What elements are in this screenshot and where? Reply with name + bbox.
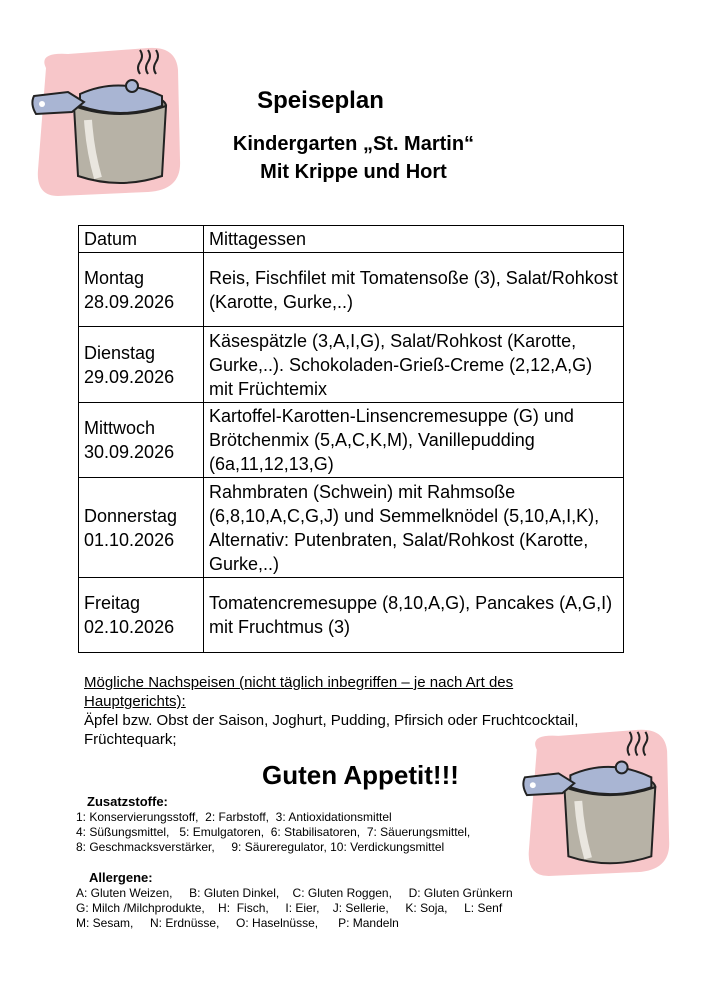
meal-cell: Reis, Fischfilet mit Tomatensoße (3), Salat/Rohkost (Karotte, Gurke,..) xyxy=(204,253,624,327)
desserts-section xyxy=(84,673,584,749)
table-row xyxy=(79,253,624,327)
day-date: 28.09.2026 xyxy=(84,291,175,312)
day-date: 02.10.2026 xyxy=(84,617,175,637)
additives-line: 4: Süßungsmittel, 5: Emulgatoren, 6: Stabilisatoren, 7: Säuerungsmittel, xyxy=(76,825,471,839)
day-cell xyxy=(79,578,204,653)
meal-cell: Tomatencremesuppe (8,10,A,G), Pancakes (A,G,I) mit Fruchtmus (3) xyxy=(204,578,624,653)
desserts-heading: Mögliche Nachspeisen (nicht täglich inbegriffen – je nach Art des Hauptgerichts): xyxy=(84,674,514,710)
page-title: Speiseplan xyxy=(257,87,384,114)
day-date: 29.09.2026 xyxy=(84,366,175,387)
allergens-line: A: Gluten Weizen, B: Gluten Dinkel, C: Gluten Roggen, D: Gluten Grünkern xyxy=(76,886,513,900)
meal-cell: Käsespätzle (3,A,I,G), Salat/Rohkost (Karotte, Gurke,..). Schokoladen-Grieß-Creme (2,12,A,G) mit Früchtemix xyxy=(204,327,624,403)
day-name: Donnerstag xyxy=(84,505,178,526)
day-cell xyxy=(79,478,204,578)
cooking-pot-clipart-bottom xyxy=(518,722,678,880)
table-row xyxy=(79,327,624,403)
allergens-line: M: Sesam, N: Erdnüsse, O: Haselnüsse, P: Mandeln xyxy=(76,916,399,930)
day-name: Dienstag xyxy=(84,342,156,363)
additives-line: 8: Geschmacksverstärker, 9: Säureregulator, 10: Verdickungsmittel xyxy=(76,840,445,854)
day-name: Freitag xyxy=(84,593,141,613)
day-name: Mittwoch xyxy=(84,418,156,438)
meal-cell: Kartoffel-Karotten-Linsencremesuppe (G) und Brötchenmix (5,A,C,K,M), Vanillepudding (6a,11,12,13,G) xyxy=(204,403,624,478)
subtitle-line2: Mit Krippe und Hort xyxy=(260,161,447,183)
table-row xyxy=(79,578,624,653)
additives-line: 1: Konservierungsstoff, 2: Farbstoff, 3: Antioxidationsmittel xyxy=(76,810,392,824)
allergens-line: G: Milch /Milchprodukte, H: Fisch, I: Eier, J: Sellerie, K: Soja, L: Senf xyxy=(76,901,503,915)
subtitle-line1: Kindergarten „St. Martin“ xyxy=(232,133,475,155)
day-date: 01.10.2026 xyxy=(84,529,175,550)
column-header-date: Datum xyxy=(79,226,204,253)
day-cell xyxy=(79,403,204,478)
column-header-meal: Mittagessen xyxy=(204,226,624,253)
additives-heading: Zusatzstoffe: xyxy=(87,794,168,809)
day-date: 30.09.2026 xyxy=(84,442,175,462)
table-header-row xyxy=(79,226,624,253)
menu-table xyxy=(78,225,624,653)
day-cell xyxy=(79,327,204,403)
desserts-text: Äpfel bzw. Obst der Saison, Joghurt, Pudding, Pfirsich oder Fruchtcocktail, Früchtequark; xyxy=(84,712,579,748)
table-row xyxy=(79,403,624,478)
table-row xyxy=(79,478,624,578)
day-cell xyxy=(79,253,204,327)
meal-cell: Rahmbraten (Schwein) mit Rahmsoße (6,8,10,A,C,G,J) und Semmelknödel (5,10,A,I,K), Alternativ: Putenbraten, Salat/Rohkost (Karotte, Gurke,..) xyxy=(204,478,624,578)
guten-appetit-text: Guten Appetit!!! xyxy=(262,760,459,790)
day-name: Montag xyxy=(84,267,145,288)
allergens-heading: Allergene: xyxy=(89,870,153,885)
